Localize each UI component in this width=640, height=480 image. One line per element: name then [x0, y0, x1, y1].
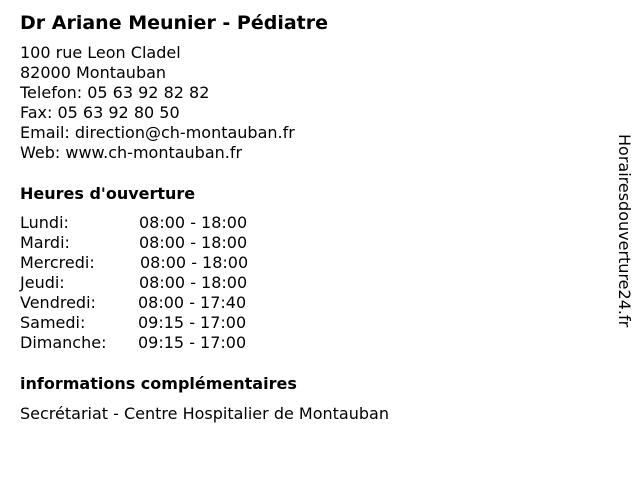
- hours-row-tuesday: [20, 233, 300, 253]
- day-label: Mardi:: [20, 233, 70, 252]
- opening-hours-table: [20, 213, 300, 353]
- additional-info-text: Secrétariat - Centre Hospitalier de Montauban: [20, 404, 389, 423]
- hours-row-friday: [20, 293, 300, 313]
- opening-hours-heading: Heures d'ouverture: [20, 184, 196, 203]
- day-label: Mercredi:: [20, 253, 95, 272]
- time-range: 09:15 - 17:00: [138, 333, 247, 352]
- day-label: Lundi:: [20, 213, 69, 232]
- hours-row-thursday: [20, 273, 300, 293]
- time-range: 09:15 - 17:00: [138, 313, 247, 332]
- time-range: 08:00 - 18:00: [139, 233, 248, 252]
- day-label: Samedi:: [20, 313, 86, 332]
- address-street: 100 rue Leon Cladel: [20, 43, 181, 62]
- hours-row-monday: [20, 213, 300, 233]
- time-range: 08:00 - 18:00: [139, 213, 248, 232]
- contact-details: [20, 43, 295, 163]
- website-link[interactable]: Web: www.ch-montauban.fr: [20, 143, 243, 162]
- address-city: 82000 Montauban: [20, 63, 167, 82]
- day-label: Jeudi:: [20, 273, 65, 292]
- time-range: 08:00 - 18:00: [139, 273, 248, 292]
- hours-row-wednesday: [20, 253, 300, 273]
- site-watermark: Horairesdouverture24.fr: [615, 134, 634, 328]
- phone-number[interactable]: Telefon: 05 63 92 82 82: [20, 83, 210, 102]
- day-label: Dimanche:: [20, 333, 107, 352]
- page-title: Dr Ariane Meunier - Pédiatre: [20, 12, 329, 34]
- hours-row-sunday: [20, 333, 300, 353]
- time-range: 08:00 - 18:00: [140, 253, 249, 272]
- additional-info-heading: informations complémentaires: [20, 374, 297, 393]
- hours-row-saturday: [20, 313, 300, 333]
- fax-number: Fax: 05 63 92 80 50: [20, 103, 180, 122]
- email-address[interactable]: Email: direction@ch-montauban.fr: [20, 123, 295, 142]
- time-range: 08:00 - 17:40: [138, 293, 247, 312]
- day-label: Vendredi:: [20, 293, 96, 312]
